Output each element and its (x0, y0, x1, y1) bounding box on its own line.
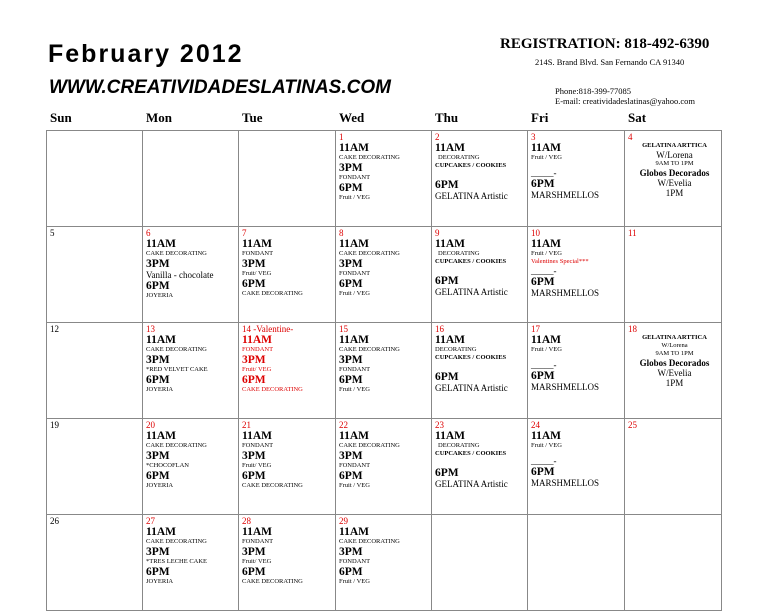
class-title: GELATINA Artistic (435, 383, 508, 393)
class-time: 3PM (339, 258, 363, 270)
class-title: Fruit / VEG (531, 250, 562, 257)
day-header-fri: Fri (531, 110, 549, 125)
class-time: 11AM (435, 430, 466, 442)
day-cell-5[interactable] (47, 227, 143, 323)
class-title: MARSHMELLOS (531, 478, 600, 488)
day-number: 10 (531, 228, 540, 238)
day-cell-empty (625, 515, 722, 611)
day-header-sat: Sat (628, 110, 647, 125)
day-cell-25[interactable] (625, 419, 722, 515)
day-cell-1[interactable] (336, 131, 432, 227)
class-time: 6PM (339, 182, 363, 194)
class-title: Fruit / VEG (339, 194, 370, 201)
phone-text: Phone:818-399-77085 (555, 86, 632, 96)
class-time: 3PM (146, 354, 170, 366)
class-title: Globos Decorados (639, 168, 710, 178)
class-time: 6PM (339, 566, 363, 578)
class-title: MARSHMELLOS (531, 382, 600, 392)
class-time: 6PM (435, 179, 459, 191)
class-title: Globos Decorados (639, 358, 710, 368)
day-cell-20[interactable] (143, 419, 239, 515)
day-number: 17 (531, 324, 540, 334)
class-title: Fruit/ VEG (242, 366, 272, 373)
class-time: 6PM (435, 275, 459, 287)
page-title: February 2012 (48, 40, 244, 68)
day-number: 5 (50, 228, 55, 238)
class-time: 11AM (146, 334, 177, 346)
day-cell-4[interactable] (625, 131, 722, 227)
class-title: FONDANT (339, 270, 371, 277)
class-time: 6PM (242, 278, 266, 290)
class-title: CAKE DECORATING (339, 442, 400, 449)
class-title: Fruit / VEG (339, 482, 370, 489)
class-title: FONDANT (242, 346, 274, 353)
day-cell-empty (239, 131, 336, 227)
class-title: FONDANT (242, 250, 274, 257)
address: 214S. Brand Blvd. San Fernando CA 91340 (535, 57, 685, 67)
day-number: 8 (339, 228, 344, 238)
class-title: Fruit / VEG (531, 442, 562, 449)
class-title: CAKE DECORATING (146, 346, 207, 353)
class-title: DECORATING (438, 442, 480, 449)
class-time: 1PM (665, 378, 684, 388)
day-number: 28 (242, 516, 251, 526)
class-time: 3PM (146, 546, 170, 558)
day-number: 19 (50, 420, 59, 430)
class-title: CAKE DECORATING (242, 482, 303, 489)
day-number: 13 (146, 324, 155, 334)
class-title: Fruit/ VEG (242, 462, 272, 469)
class-title: CAKE DECORATING (242, 290, 303, 297)
class-time: 6PM (531, 466, 555, 478)
class-title: FONDANT (339, 174, 371, 181)
class-time: 11AM (339, 334, 370, 346)
class-title: CAKE DECORATING (339, 154, 400, 161)
class-time: 6PM (531, 370, 555, 382)
class-time: 9AM TO 1PM (655, 160, 694, 167)
instructor: W/Evelia (657, 368, 692, 378)
day-cell-19[interactable] (47, 419, 143, 515)
class-title: GELATINA Artistic (435, 287, 508, 297)
day-header-sun: Sun (50, 110, 72, 125)
class-time: 6PM (339, 470, 363, 482)
day-header-mon: Mon (146, 110, 172, 125)
day-cell-24[interactable] (528, 419, 625, 515)
class-title: FONDANT (242, 538, 274, 545)
day-cell-empty (432, 515, 528, 611)
day-number: 27 (146, 516, 155, 526)
day-number: 18 (628, 324, 637, 334)
class-time: 3PM (242, 546, 266, 558)
day-cell-11[interactable] (625, 227, 722, 323)
class-time: 6PM (339, 374, 363, 386)
class-time: 11AM (339, 142, 370, 154)
class-time: 11AM (531, 430, 562, 442)
class-title: CAKE DECORATING (146, 442, 207, 449)
separator: _____- (531, 456, 557, 466)
day-number: 4 (628, 132, 633, 142)
class-title: CAKE DECORATING (242, 578, 303, 585)
day-number: 15 (339, 324, 348, 334)
class-time: 11AM (435, 142, 466, 154)
class-time: 11AM (339, 238, 370, 250)
website-link[interactable]: WWW.CREATIVIDADESLATINAS.COM (49, 77, 391, 98)
class-title: MARSHMELLOS (531, 288, 600, 298)
calendar-grid (46, 130, 722, 611)
week-row (47, 515, 722, 611)
class-time: 11AM (339, 526, 370, 538)
class-time: 3PM (242, 354, 266, 366)
day-header-thu: Thu (435, 110, 459, 125)
separator: _____- (531, 266, 557, 276)
class-title: Fruit/ VEG (242, 558, 272, 565)
day-cell-12[interactable] (47, 323, 143, 419)
day-number: 2 (435, 132, 440, 142)
class-title: CUPCAKES / COOKIES (435, 354, 507, 361)
class-time: 6PM (531, 276, 555, 288)
class-title: *CHOCOFLAN (146, 462, 189, 469)
day-cell-17[interactable] (528, 323, 625, 419)
class-time: 11AM (531, 238, 562, 250)
class-time: 3PM (339, 354, 363, 366)
class-title: GELATINA ARTTICA (642, 334, 707, 341)
week-row (47, 419, 722, 515)
class-title: *RED VELVET CAKE (146, 366, 208, 373)
day-cell-29[interactable] (336, 515, 432, 611)
day-number: 21 (242, 420, 251, 430)
class-time: 6PM (531, 178, 555, 190)
day-cell-23[interactable] (432, 419, 528, 515)
instructor: W/Lorena (656, 150, 693, 160)
class-time: 1PM (665, 188, 684, 198)
day-cell-empty (47, 131, 143, 227)
day-number: 26 (50, 516, 59, 526)
day-number: 22 (339, 420, 348, 430)
instructor: W/Evelia (657, 178, 692, 188)
class-time: 6PM (146, 280, 170, 292)
class-title: GELATINA ARTTICA (642, 142, 707, 149)
day-number: 24 (531, 420, 540, 430)
class-time: 11AM (242, 430, 273, 442)
instructor: W/Lorena (661, 342, 688, 349)
day-header-wed: Wed (339, 110, 365, 125)
day-cell-15[interactable] (336, 323, 432, 419)
class-title: JOYERIA (146, 578, 174, 585)
class-title: DECORATING (438, 154, 480, 161)
day-number: 11 (628, 228, 637, 238)
class-title: FONDANT (339, 462, 371, 469)
class-time: 11AM (531, 334, 562, 346)
class-title: CAKE DECORATING (339, 250, 400, 257)
day-cell-26[interactable] (47, 515, 143, 611)
week-row (47, 227, 722, 323)
class-title: Fruit / VEG (531, 154, 562, 161)
class-title: JOYERIA (146, 386, 174, 393)
class-time: 6PM (242, 566, 266, 578)
class-title: DECORATING (438, 250, 480, 257)
class-time: 3PM (339, 546, 363, 558)
class-time: 11AM (242, 334, 273, 346)
week-row (47, 131, 722, 227)
class-title: GELATINA Artistic (435, 479, 508, 489)
class-time: 3PM (339, 162, 363, 174)
class-title: CAKE DECORATING (339, 538, 400, 545)
class-time: 11AM (435, 238, 466, 250)
day-number: 23 (435, 420, 444, 430)
class-title: Fruit / VEG (339, 386, 370, 393)
class-time: 6PM (242, 374, 266, 386)
class-title: Vanilla - chocolate (146, 270, 214, 280)
day-cell-2[interactable] (432, 131, 528, 227)
class-title: CAKE DECORATING (242, 386, 303, 393)
class-time: 6PM (435, 371, 459, 383)
separator: _____- (531, 168, 557, 178)
day-cell-10[interactable] (528, 227, 625, 323)
class-title: MARSHMELLOS (531, 190, 600, 200)
day-cell-7[interactable] (239, 227, 336, 323)
class-time: 3PM (339, 450, 363, 462)
class-time: 11AM (242, 238, 273, 250)
class-time: 11AM (146, 238, 177, 250)
day-cell-16[interactable] (432, 323, 528, 419)
day-cell-empty (528, 515, 625, 611)
class-title: Fruit/ VEG (242, 270, 272, 277)
class-title: Fruit / VEG (339, 290, 370, 297)
class-title: JOYERIA (146, 292, 174, 299)
class-title: CUPCAKES / COOKIES (435, 258, 507, 265)
week-row (47, 323, 722, 419)
day-cell-14[interactable] (239, 323, 336, 419)
class-title: JOYERIA (146, 482, 174, 489)
email-text: E-mail: creatividadeslatinas@yahoo.com (555, 96, 696, 106)
special-note: Valentines Special*** (531, 258, 589, 265)
class-title: GELATINA Artistic (435, 191, 508, 201)
class-time: 11AM (435, 334, 466, 346)
class-time: 11AM (531, 142, 562, 154)
class-title: Fruit / VEG (339, 578, 370, 585)
class-title: FONDANT (339, 366, 371, 373)
day-number: 14 -Valentine- (242, 324, 294, 334)
class-time: 11AM (242, 526, 273, 538)
class-time: 3PM (146, 450, 170, 462)
day-number: 7 (242, 228, 247, 238)
class-time: 3PM (242, 258, 266, 270)
day-cell-8[interactable] (336, 227, 432, 323)
day-cell-21[interactable] (239, 419, 336, 515)
class-title: CUPCAKES / COOKIES (435, 162, 507, 169)
day-number: 6 (146, 228, 151, 238)
day-number: 1 (339, 132, 344, 142)
day-cell-6[interactable] (143, 227, 239, 323)
class-title: CUPCAKES / COOKIES (435, 450, 507, 457)
day-cell-13[interactable] (143, 323, 239, 419)
day-number: 12 (50, 324, 59, 334)
class-title: DECORATING (435, 346, 477, 353)
day-cell-28[interactable] (239, 515, 336, 611)
class-time: 6PM (146, 566, 170, 578)
class-title: FONDANT (242, 442, 274, 449)
contact-info (555, 86, 695, 106)
class-title: CAKE DECORATING (146, 538, 207, 545)
class-title: FONDANT (339, 558, 371, 565)
day-cell-27[interactable] (143, 515, 239, 611)
class-title: *TRES LECHE CAKE (146, 558, 208, 565)
class-title: Fruit / VEG (531, 346, 562, 353)
class-time: 3PM (146, 258, 170, 270)
class-time: 11AM (339, 430, 370, 442)
class-time: 11AM (146, 526, 177, 538)
registration-phone: REGISTRATION: 818-492-6390 (500, 36, 710, 52)
day-cell-22[interactable] (336, 419, 432, 515)
separator: _____- (531, 360, 557, 370)
day-cell-18[interactable] (625, 323, 722, 419)
class-time: 9AM TO 1PM (655, 350, 694, 357)
class-time: 6PM (146, 470, 170, 482)
class-time: 6PM (339, 278, 363, 290)
day-number: 3 (531, 132, 536, 142)
day-number: 9 (435, 228, 440, 238)
class-time: 6PM (146, 374, 170, 386)
class-time: 11AM (146, 430, 177, 442)
day-cell-3[interactable] (528, 131, 625, 227)
class-title: CAKE DECORATING (146, 250, 207, 257)
class-time: 6PM (242, 470, 266, 482)
day-number: 20 (146, 420, 155, 430)
day-cell-9[interactable] (432, 227, 528, 323)
day-cell-empty (143, 131, 239, 227)
day-number: 16 (435, 324, 444, 334)
day-header-tue: Tue (242, 110, 263, 125)
class-title: CAKE DECORATING (339, 346, 400, 353)
class-time: 6PM (435, 467, 459, 479)
day-number: 25 (628, 420, 637, 430)
class-time: 3PM (242, 450, 266, 462)
day-number: 29 (339, 516, 348, 526)
